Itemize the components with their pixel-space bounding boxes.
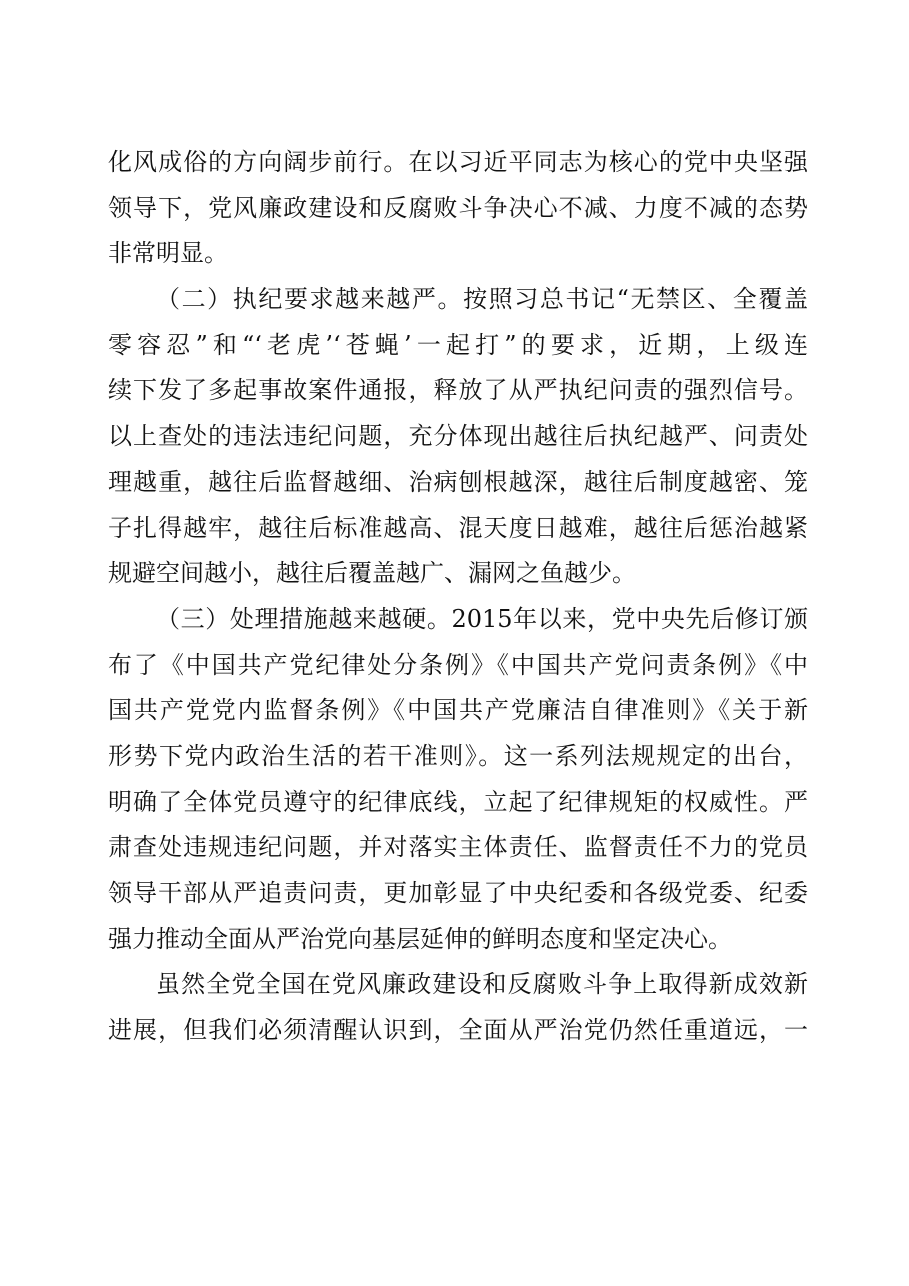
text-line: 化风成俗的方向阔步前行。在以习近平同志为核心的党中央坚强 [108,148,808,176]
text-line: 零容忍”和“‘老虎’‘苍蝇’一起打”的要求，近期，上级连 [108,330,808,359]
paragraph-p2 [108,277,808,597]
text-line: 明确了全体党员遵守的纪律底线，立起了纪律规矩的权威性。严 [108,787,808,816]
text-line: 领导下，党风廉政建设和反腐败斗争决心不减、力度不减的态势 [108,193,808,222]
text-line: 虽然全党全国在党风廉政建设和反腐败斗争上取得新成效新 [156,970,808,999]
text-line: 进展，但我们必须清醒认识到，全面从严治党仍然任重道远，一 [108,1016,808,1045]
paragraph-p4 [108,962,808,1053]
text-line: （三）处理措施越来越硬。2015年以来，党中央先后修订颁 [156,604,808,633]
text-line: 规避空间越小，越往后覆盖越广、漏网之鱼越少。 [108,559,636,588]
paragraph-p1 [108,140,808,277]
text-line: 非常明显。 [108,239,228,268]
text-line: 布了《中国共产党纪律处分条例》《中国共产党问责条例》《中 [108,650,808,679]
text-line: 续下发了多起事故案件通报，释放了从严执纪问责的强烈信号。 [108,376,808,405]
text-line: 以上查处的违法违纪问题，充分体现出越往后执纪越严、问责处 [108,422,808,451]
text-line: （二）执纪要求越来越严。按照习总书记“无禁区、全覆盖 [156,285,808,314]
text-line: 肃查处违规违纪问题，并对落实主体责任、监督责任不力的党员 [108,833,808,862]
text-line: 理越重，越往后监督越细、治病刨根越深，越往后制度越密、笼 [108,467,808,496]
text-line: 国共产党党内监督条例》《中国共产党廉洁自律准则》《关于新 [108,696,808,725]
document-body [108,140,808,1054]
paragraph-p3 [108,597,808,963]
text-line: 子扎得越牢，越往后标准越高、混天度日越难，越往后惩治越紧 [108,513,808,542]
text-line: 形势下党内政治生活的若干准则》。这一系列法规规定的出台， [108,741,808,770]
text-line: 领导干部从严追责问责，更加彰显了中央纪委和各级党委、纪委 [108,879,808,907]
text-line: 强力推动全面从严治党向基层延伸的鲜明态度和坚定决心。 [108,924,732,953]
